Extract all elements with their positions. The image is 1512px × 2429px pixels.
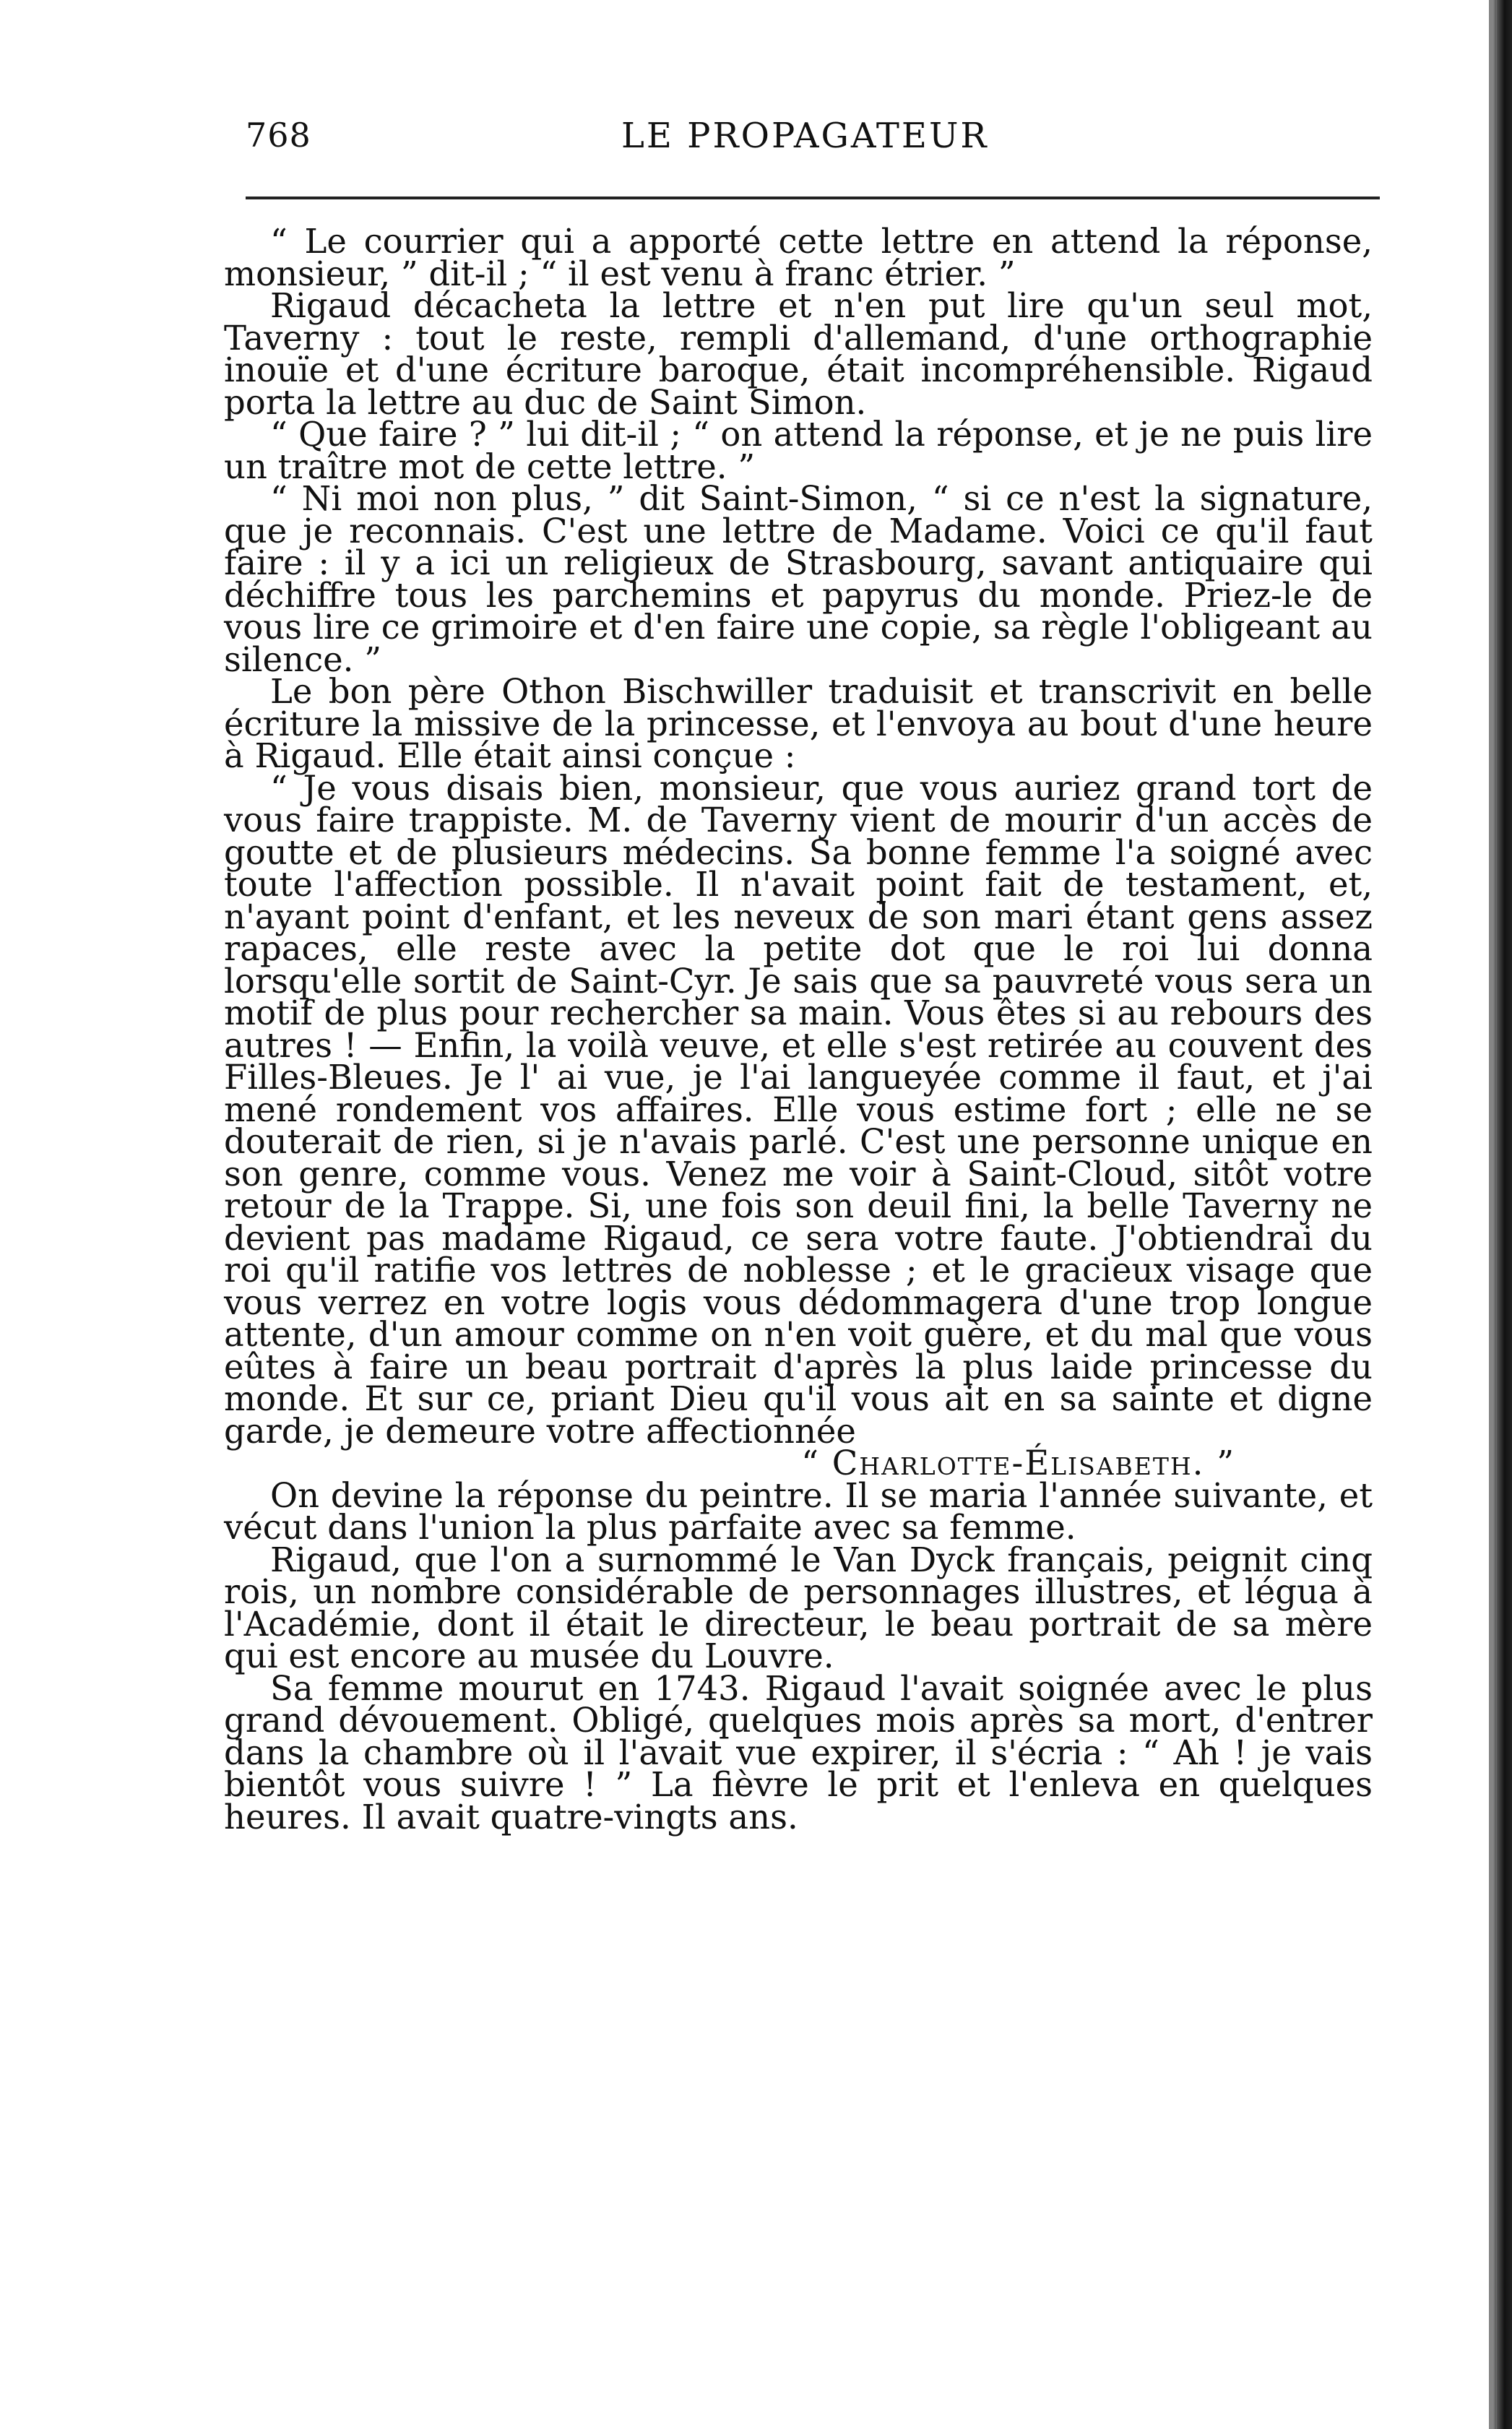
paragraph: “ Que faire ? ” lui dit-il ; “ on attend la réponse, et je ne puis lire un traître mot de cette lettre. ” <box>224 415 1373 486</box>
body-text <box>224 222 1373 1837</box>
paragraph: Rigaud décacheta la lettre et n'en put lire qu'un seul mot, Taverny : tout le reste, rempli d'allemand, d'une orthographie inouïe et d'une écriture baroque, était incompréhensible. Rigaud porta la lettre au duc de Saint Simon. <box>224 286 1373 422</box>
header-rule <box>246 197 1380 199</box>
paragraph: Le bon père Othon Bischwiller traduisit et transcrivit en belle écriture la missive de la princesse, et l'envoya au bout d'une heure à Rigaud. Elle était ainsi conçue : <box>224 672 1373 775</box>
page-header <box>246 116 1380 166</box>
page-number: 768 <box>246 116 311 155</box>
paragraph: On devine la réponse du peintre. Il se maria l'année suivante, et vécut dans l'union la plus parfaite avec sa femme. <box>224 1475 1373 1547</box>
paragraph: “ Le courrier qui a apporté cette lettre en attend la réponse, monsieur, ” dit-il ; “ il est venu à franc étrier. ” <box>224 222 1373 293</box>
letter-paragraph: “ Je vous disais bien, monsieur, que vous auriez grand tort de vous faire trappiste. M. de Taverny vient de mourir d'un accès de goutte et de plusieurs médecins. Sa bonne femme l'a soigné avec toute l'affection possible. Il n'avait point fait de testament, et, n'ayant point d'enfant, et les neveux de son mari étant gens assez rapaces, elle reste avec la petite dot que le roi lui donna lorsqu'elle sortit de Saint-Cyr. Je sais que sa pauvreté vous sera un motif de plus pour rechercher sa main. Vous êtes si au rebours des autres ! — Enfin, la voilà veuve, et elle s'est retirée au couvent des Filles-Bleues. Je l' ai vue, je l'ai langueyée comme il faut, et j'ai mené rondement vos affaires. Elle vous estime fort ; elle ne se douterait de rien, si je n'avais parlé. C'est une personne unique en son genre, comme vous. Venez me voir à Saint-Cloud, sitôt votre retour de la Trappe. Si, une fois son deuil fini, la belle Taverny ne devient pas madame Rigaud, ce sera votre faute. J'obtiendrai du roi qu'il ratifie vos lettres de noblesse ; et le gracieux visage que vous verrez en votre logis vous dédommagera d'une trop longue attente, d'un amour comme on n'en voit guère, et du mal que vous eûtes à faire un beau portrait d'après la plus laide princesse du monde. Et sur ce, priant Dieu qu'il vous ait en sa sainte et digne garde, je demeure votre affectionnée <box>224 768 1373 1451</box>
scan-edge-line <box>1489 0 1496 2429</box>
letter-signature: “ Charlotte-Élisabeth. ” <box>801 1444 1235 1483</box>
running-title: LE PROPAGATEUR <box>621 116 989 156</box>
paragraph: “ Ni moi non plus, ” dit Saint-Simon, “ si ce n'est la signature, que je reconnais. C'est une lettre de Madame. Voici ce qu'il faut faire : il y a ici un religieux de Strasbourg, savant antiquaire qui déchiffre tous les parchemins et papyrus du monde. Priez-le de vous lire ce grimoire et d'en faire une copie, sa règle l'obligeant au silence. ” <box>224 479 1373 679</box>
paragraph: Rigaud, que l'on a surnommé le Van Dyck français, peignit cinq rois, un nombre considérable de personnages illustres, et légua à l'Académie, dont il était le directeur, le beau portrait de sa mère qui est encore au musée du Louvre. <box>224 1540 1373 1675</box>
paragraph: Sa femme mourut en 1743. Rigaud l'avait soignée avec le plus grand dévouement. Obligé, quelques mois après sa mort, d'entrer dans la chambre où il l'avait vue expirer, il s'écria : “ Ah ! je vais bientôt vous suivre ! ” La fièvre le prit et l'enleva en quelques heures. Il avait quatre-vingts ans. <box>224 1668 1373 1837</box>
